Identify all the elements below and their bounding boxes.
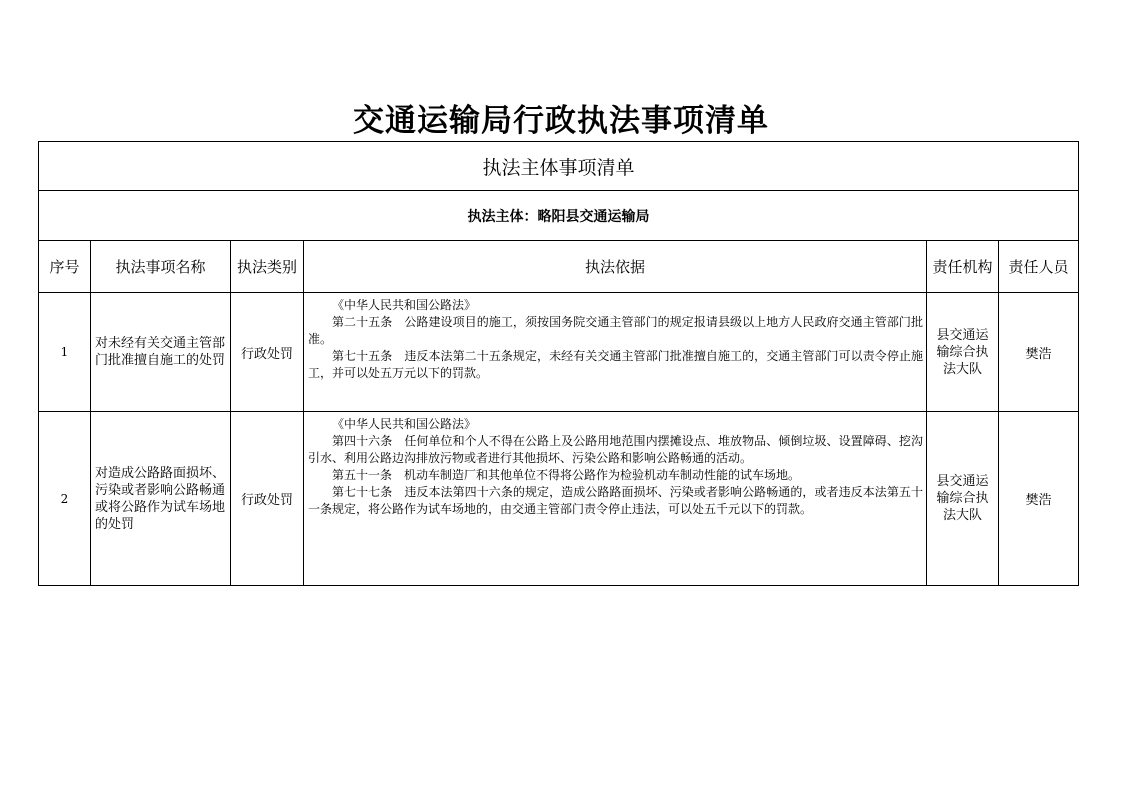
row-item-name: 对未经有关交通主管部门批准擅自施工的处罚 xyxy=(91,293,231,412)
header-name: 执法事项名称 xyxy=(91,241,231,293)
document-title: 交通运输局行政执法事项清单 xyxy=(353,103,769,139)
basis-paragraph: 第七十七条 违反本法第四十六条的规定，造成公路路面损坏、污染或者影响公路畅通的，或者违反本法第五十一条规定，将公路作为试车场地的，由交通主管部门责令停止违法，可以处五千元以下的罚款。 xyxy=(308,485,923,516)
basis-paragraph: 《中华人民共和国公路法》 xyxy=(332,298,477,312)
row-responsible-org: 县交通运输综合执法大队 xyxy=(927,293,999,412)
enforcement-table xyxy=(38,141,1079,586)
enforcement-subject: 执法主体：略阳县交通运输局 xyxy=(39,191,1079,241)
row-legal-basis xyxy=(304,293,927,412)
row-legal-basis xyxy=(304,412,927,586)
basis-paragraph: 《中华人民共和国公路法》 xyxy=(332,417,477,431)
table-row xyxy=(39,412,1079,586)
table-row xyxy=(39,293,1079,412)
header-org: 责任机构 xyxy=(927,241,999,293)
basis-paragraph: 第五十一条 机动车制造厂和其他单位不得将公路作为检验机动车制动性能的试车场地。 xyxy=(332,468,801,482)
header-basis: 执法依据 xyxy=(304,241,927,293)
row-responsible-person: 樊浩 xyxy=(999,412,1079,586)
row-index: 1 xyxy=(39,293,91,412)
header-category: 执法类别 xyxy=(231,241,304,293)
row-responsible-org: 县交通运输综合执法大队 xyxy=(927,412,999,586)
table-subtitle: 执法主体事项清单 xyxy=(39,142,1079,191)
header-person: 责任人员 xyxy=(999,241,1079,293)
basis-paragraph: 第四十六条 任何单位和个人不得在公路上及公路用地范围内摆摊设点、堆放物品、倾倒垃圾、设置障碍、挖沟引水、利用公路边沟排放污物或者进行其他损坏、污染公路和影响公路畅通的活动。 xyxy=(308,434,923,465)
row-index: 2 xyxy=(39,412,91,586)
header-index: 序号 xyxy=(39,241,91,293)
row-item-name: 对造成公路路面损坏、污染或者影响公路畅通或将公路作为试车场地的处罚 xyxy=(91,412,231,586)
basis-paragraph: 第二十五条 公路建设项目的施工，须按国务院交通主管部门的规定报请县级以上地方人民政府交通主管部门批准。 xyxy=(308,315,923,346)
header-row xyxy=(39,241,1079,293)
row-responsible-person: 樊浩 xyxy=(999,293,1079,412)
row-category: 行政处罚 xyxy=(231,293,304,412)
basis-paragraph: 第七十五条 违反本法第二十五条规定，未经有关交通主管部门批准擅自施工的，交通主管部门可以责令停止施工，并可以处五万元以下的罚款。 xyxy=(308,349,923,380)
row-category: 行政处罚 xyxy=(231,412,304,586)
